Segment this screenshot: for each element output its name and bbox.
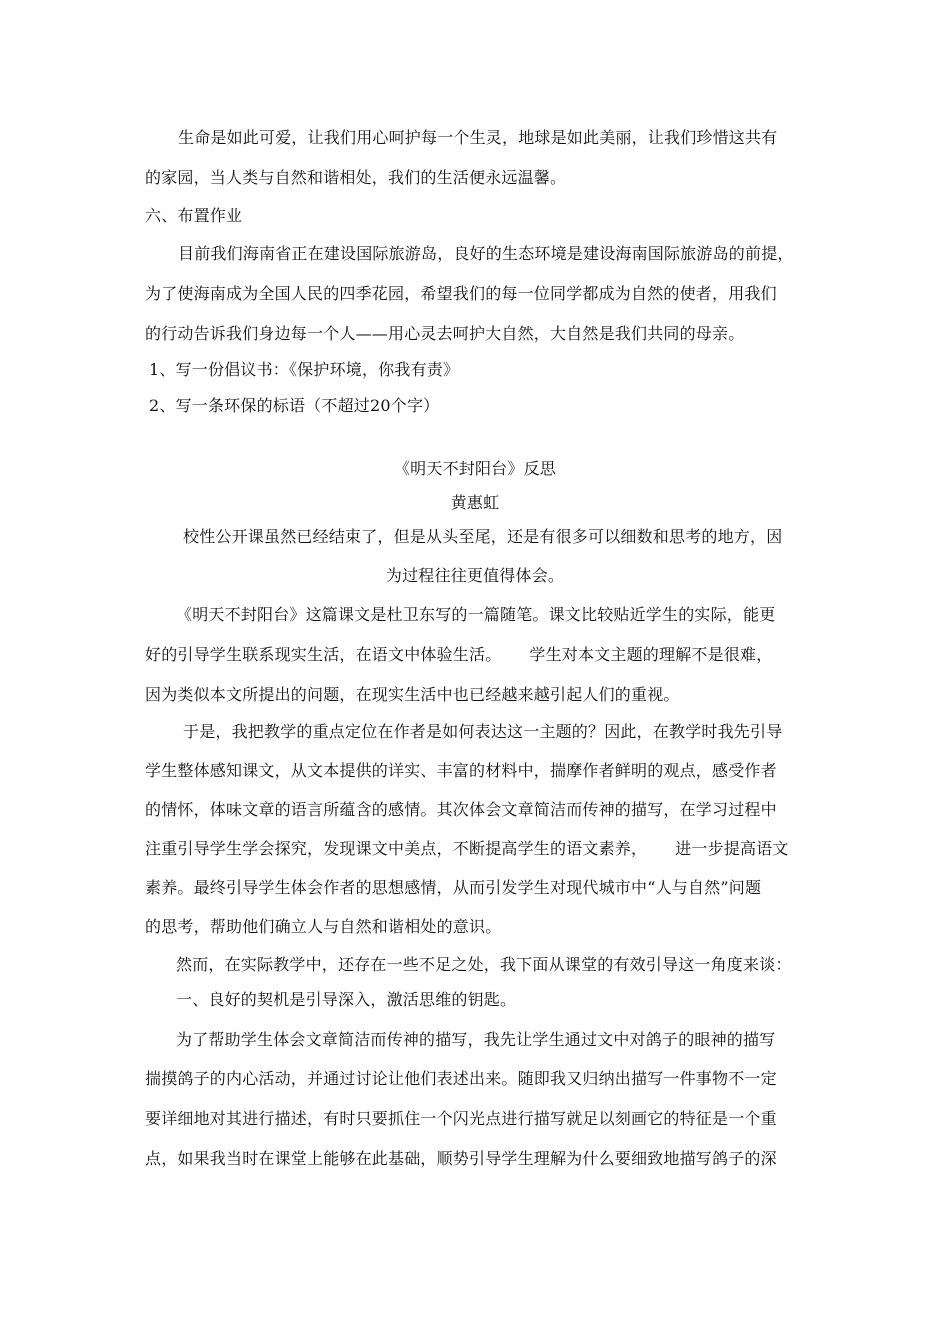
homework-item-2: 2、写一条环保的标语（不超过20个字） xyxy=(149,396,440,415)
reflection-p1-line-2: 为过程往往更值得体会。 xyxy=(385,566,565,585)
homework-intro-line-3: 的行动告诉我们身边每一个人——用心灵去呵护大自然，大自然是我们共同的母亲。 xyxy=(145,324,745,343)
conclusion-line-2: 的家园，当人类与自然和谐相处，我们的生活便永远温馨。 xyxy=(145,168,567,187)
reflection-p5-line-3: 要详细地对其进行描述，有时只要抓住一个闪光点进行描写就足以刻画它的特征是一个重 xyxy=(145,1109,777,1128)
reflection-p2-line-2 xyxy=(145,645,772,665)
reflection-p5-line-4: 点，如果我当时在课堂上能够在此基础，顺势引导学生理解为什么要细致地描写鸽子的深 xyxy=(145,1149,777,1168)
reflection-p2-line-2-part-a: 好的引导学生联系现实生活，在语文中体验生活。 xyxy=(145,645,502,664)
reflection-p3-line-6: 的思考，帮助他们确立人与自然和谐相处的意识。 xyxy=(145,917,502,936)
reflection-p4-line-1: 然而，在实际教学中，还存在一些不足之处，我下面从课堂的有效引导这一角度来谈： xyxy=(176,955,792,974)
reflection-p2-line-3: 因为类似本文所提出的问题，在现实生活中也已经越来越引起人们的重视。 xyxy=(145,685,680,704)
homework-intro-line-1: 目前我们海南省正在建设国际旅游岛，良好的生态环境是建设海南国际旅游岛的前提， xyxy=(178,244,794,263)
homework-intro-line-2: 为了使海南成为全国人民的四季花园，希望我们的每一位同学都成为自然的使者，用我们 xyxy=(145,284,777,303)
reflection-p1-line-1: 校性公开课虽然已经结束了，但是从头至尾，还是有很多可以细数和思考的地方，因 xyxy=(183,527,783,546)
reflection-p2-line-1: 《明天不封阳台》这篇课文是杜卫东写的一篇随笔。课文比较贴近学生的实际，能更 xyxy=(176,605,776,624)
homework-heading: 六、布置作业 xyxy=(145,206,243,225)
homework-item-1: 1、写一份倡议书：《保护环境，你我有责》 xyxy=(149,360,460,379)
reflection-p2-line-2-part-b: 学生对本文主题的理解不是很难， xyxy=(529,645,773,664)
reflection-p3-line-5: 素养。最终引导学生体会作者的思想感情，从而引发学生对现代城市中“人与自然”问题 xyxy=(145,878,762,897)
reflection-p3-line-2: 学生整体感知课文，从文本提供的详实、丰富的材料中，揣摩作者鲜明的观点，感受作者 xyxy=(145,761,777,780)
reflection-p3-line-4-part-b: 进一步提高语文 xyxy=(675,839,789,858)
conclusion-line-1: 生命是如此可爱，让我们用心呵护每一个生灵，地球是如此美丽，让我们珍惜这共有 xyxy=(178,128,778,147)
reflection-p3-line-4-part-a: 注重引导学生学会探究，发现课文中美点，不断提高学生的语文素养， xyxy=(145,839,648,858)
reflection-p3-line-1: 于是，我把教学的重点定位在作者是如何表达这一主题的？因此，在教学时我先引导 xyxy=(183,722,783,741)
reflection-author: 黄惠虹 xyxy=(450,493,500,512)
reflection-title: 《明天不封阳台》反思 xyxy=(393,459,556,478)
reflection-p3-line-3: 的情怀，体味文章的语言所蕴含的感情。其次体会文章简洁而传神的描写，在学习过程中 xyxy=(145,800,777,819)
reflection-p5-line-1: 为了帮助学生体会文章简洁而传神的描写，我先让学生通过文中对鸽子的眼神的描写 xyxy=(176,1030,776,1049)
reflection-p5-line-2: 揣摸鸽子的内心活动，并通过讨论让他们表述出来。随即我又归纳出描写一件事物不一定 xyxy=(145,1069,777,1088)
reflection-p4-line-2: 一、良好的契机是引导深入，激活思维的钥匙。 xyxy=(176,990,517,1009)
reflection-p3-line-4 xyxy=(145,839,789,859)
